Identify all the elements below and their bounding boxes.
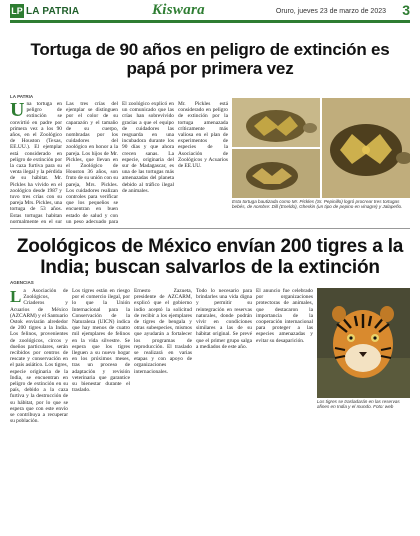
tiger-photo (317, 288, 410, 398)
newspaper-name: LA PATRIA (26, 5, 80, 17)
header-rule (10, 20, 410, 23)
article1-column-4 (178, 101, 228, 225)
tiger-photo-caption: Los tigres se trasladarán en las reservas afines en India y el mundo. Foto: web (317, 399, 400, 410)
article2-col2-text: Los tigres están en riesgo por el comercio ilegal, por lo que la Unión Internacional para la Conservación de la Naturaleza (UICN) indica que hay menos de cuatro mil ejemplares de felinos en la vida silvestre. Se espera que los tigres lleguen a su nuevo hogar en los próximos meses, tras un proceso de adaptación y revisión veterinaria que garantice su bienestar durante el traslado. (72, 288, 130, 394)
article2-credit: AGENCIAS (10, 280, 34, 285)
newspaper-logo-icon: LP (11, 6, 23, 16)
tiger-photo-image (317, 288, 410, 398)
article2-col5-text: El anuncio fue celebrado por organizaciones protectoras de animales, que destacaron la importancia de la cooperación internacional para proteger a las especies amenazadas y evitar su desaparición. (256, 288, 313, 344)
article2-column-1 (10, 288, 68, 530)
article1-col4-text: Mr. Pickles está considerado en peligro de extinción por la tortuga amenazada críticamente más valiosa en el plan de experimentos de especies de la Asociación de Zoológicos y Acuarios de EE.UU. (178, 101, 228, 170)
article1-col1-text: na tortuga en peligro de extinción se convirtió en padre por primera vez a los 90 años, en el Zoológico de Houston (Texas, EE.UU.). El ejemplar está considerado en peligro de extinción por la caza furtiva para su venta ilegal y la pérdida de su hábitat. Mr. Pickles ha vivido en el zoológico desde 1987 y tuvo tres crías con su pareja Mrs. Pickles, una tortuga de 53 años. Estas tortugas habitan normalmente en el sur (10, 101, 62, 225)
tortoise-photo-caption: Esta tortuga bautizada como Mr. Pickles (Sr. Pepinillo) logró procrear tres tortugas bebés, de nombre: Dill (Eneldo), Gherkin (un tipo de pepino en vinagre) y Jalapeño. (232, 199, 403, 210)
article1-col3-text: El zoológico explicó en un comunicado que las crías han sobrevivido gracias a que el equipo de cuidadores las resguarda en una incubadora durante los 90 días y que ahora crecen sanas. La especie, originaria del sur de Madagascar, es una de las tortugas más amenazadas del planeta debido al tráfico ilegal de animales. (122, 101, 174, 194)
article2-dropcap: L (10, 288, 22, 306)
article2-column-2 (72, 288, 130, 530)
newspaper-logo (10, 4, 82, 18)
article2-col4-text: Todo lo necesario para brindarles una vida digna y permitir su reintegración en reservas naturales, donde podrán vivir en condiciones similares a las de su hábitat original. Se prevé que el primer grupo salga a mediados de este año. (196, 288, 252, 350)
article2-col3-text: Ernesto Zazueta, presidente de AZCARM, explicó que el gobierno indio aceptó la solicitud de recibir a los ejemplares de tigres de bengala y otras subespecies, mismos que ayudarán a fortalecer los programas de reproducción. El traslado se realizará en varias etapas y con apoyo de organizaciones internacionales. (134, 288, 192, 375)
dateline: Oruro, jueves 23 de marzo de 2023 (275, 8, 386, 15)
article1-column-2 (66, 101, 118, 225)
article1-col2-text: Las tres crías del ejemplar se distinguen por el color de su caparazón y el tamaño de su cuerpo, nombradas por los cuidadores del zoológico en honor a la pareja. Los hijos de Mr. Pickles, que llevan en el Zoológico de Houston 36 años, son fruto de su unión con su pareja, Mrs. Pickles. Los cuidadores realizan controles para verificar que los pequeños se encuentran en buen estado de salud y con un peso adecuado para (66, 101, 118, 225)
article2-column-4 (196, 288, 252, 530)
page-number: 3 (402, 2, 410, 18)
page-header (0, 0, 420, 34)
article2-column-5 (256, 288, 313, 530)
tortoise-photo-image (232, 98, 410, 198)
article1-credit: LA PATRIA (10, 94, 34, 99)
section-title: Kiswara (152, 2, 205, 18)
article1-column-3 (122, 101, 174, 225)
tortoise-photo (232, 98, 410, 198)
article1-headline: Tortuga de 90 años en peligro de extinción es papá por primera vez (30, 40, 390, 78)
article2-col1-text: a Asociación de Zoológicos, Criaderos y Acuarios de México (AZCARM) y el Santuario Ostok enviarán alrededor de 200 tigres a la India. Los felinos, provenientes de zoológicos, circos y dueños particulares, serán recibidos por centros de rescate y conservación en el país asiático. Los tigres, especie originaria de la India, se encuentran en peligro de extinción en su país, debido a la caza furtiva y la destrucción de su hábitat, por lo que se espera que con este envío se contribuya a recuperar su población. (10, 288, 68, 425)
article1-dropcap: U (10, 101, 25, 121)
article2-column-3 (134, 288, 192, 530)
article1-column-1 (10, 101, 62, 225)
article2-headline: Zoológicos de México envían 200 tigres a la India; buscan salvarlos de la extinción (16, 236, 404, 278)
article-divider (10, 228, 410, 229)
